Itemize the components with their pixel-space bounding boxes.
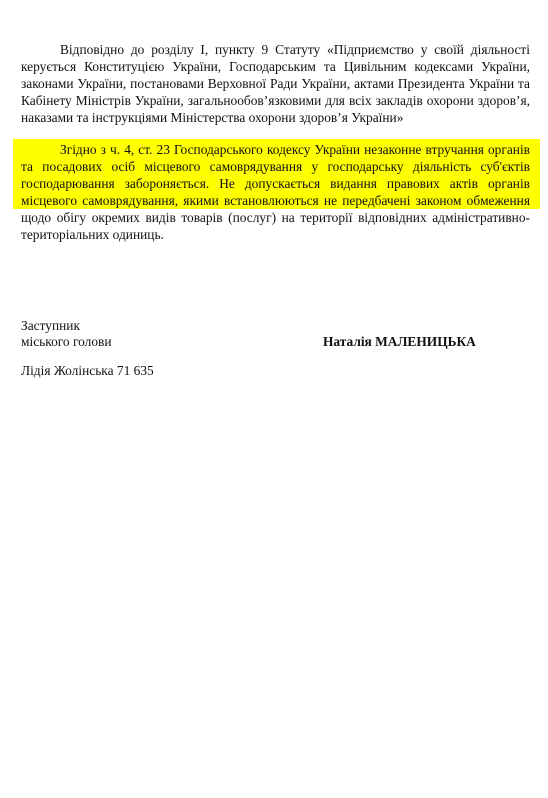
paragraph-commercial-code [21, 141, 530, 243]
paragraph-statute-reference: Відповідно до розділу І, пункту 9 Статуту «Підприємство у своїй діяльності керується Конституцією України, Господарським та Цивільним кодексами України, законами України, постановами Верховної Ради України, актами Президента України та Кабінету Міністрів України, загальнообов’язковими для всіх закладів охорони здоров’я, наказами та інструкціями Міністерства охорони здоров’я України» [21, 42, 530, 125]
highlighted-text: Згідно з ч. 4, ст. 23 Господарського кодексу України незаконне втручання органів та посадових осіб місцевого самоврядування у господарську діяльність суб'єктів господарювання забороняється. Не допускається видання правових актів органів місцевого самоврядування, якими встановлюються не передбачені [21, 142, 530, 208]
signatory-name: Наталія МАЛЕНИЦЬКА [323, 334, 476, 349]
signature-title-line-2: міського голови [21, 334, 112, 349]
executor-contact: Лідія Жолінська 71 635 [21, 363, 154, 378]
signature-title-line-1: Заступник [21, 318, 80, 333]
paragraph-continuation: законом обмеження щодо обігу окремих видів товарів (послуг) на території відповідних адміністративно-територіальних одиниць. [21, 193, 530, 242]
